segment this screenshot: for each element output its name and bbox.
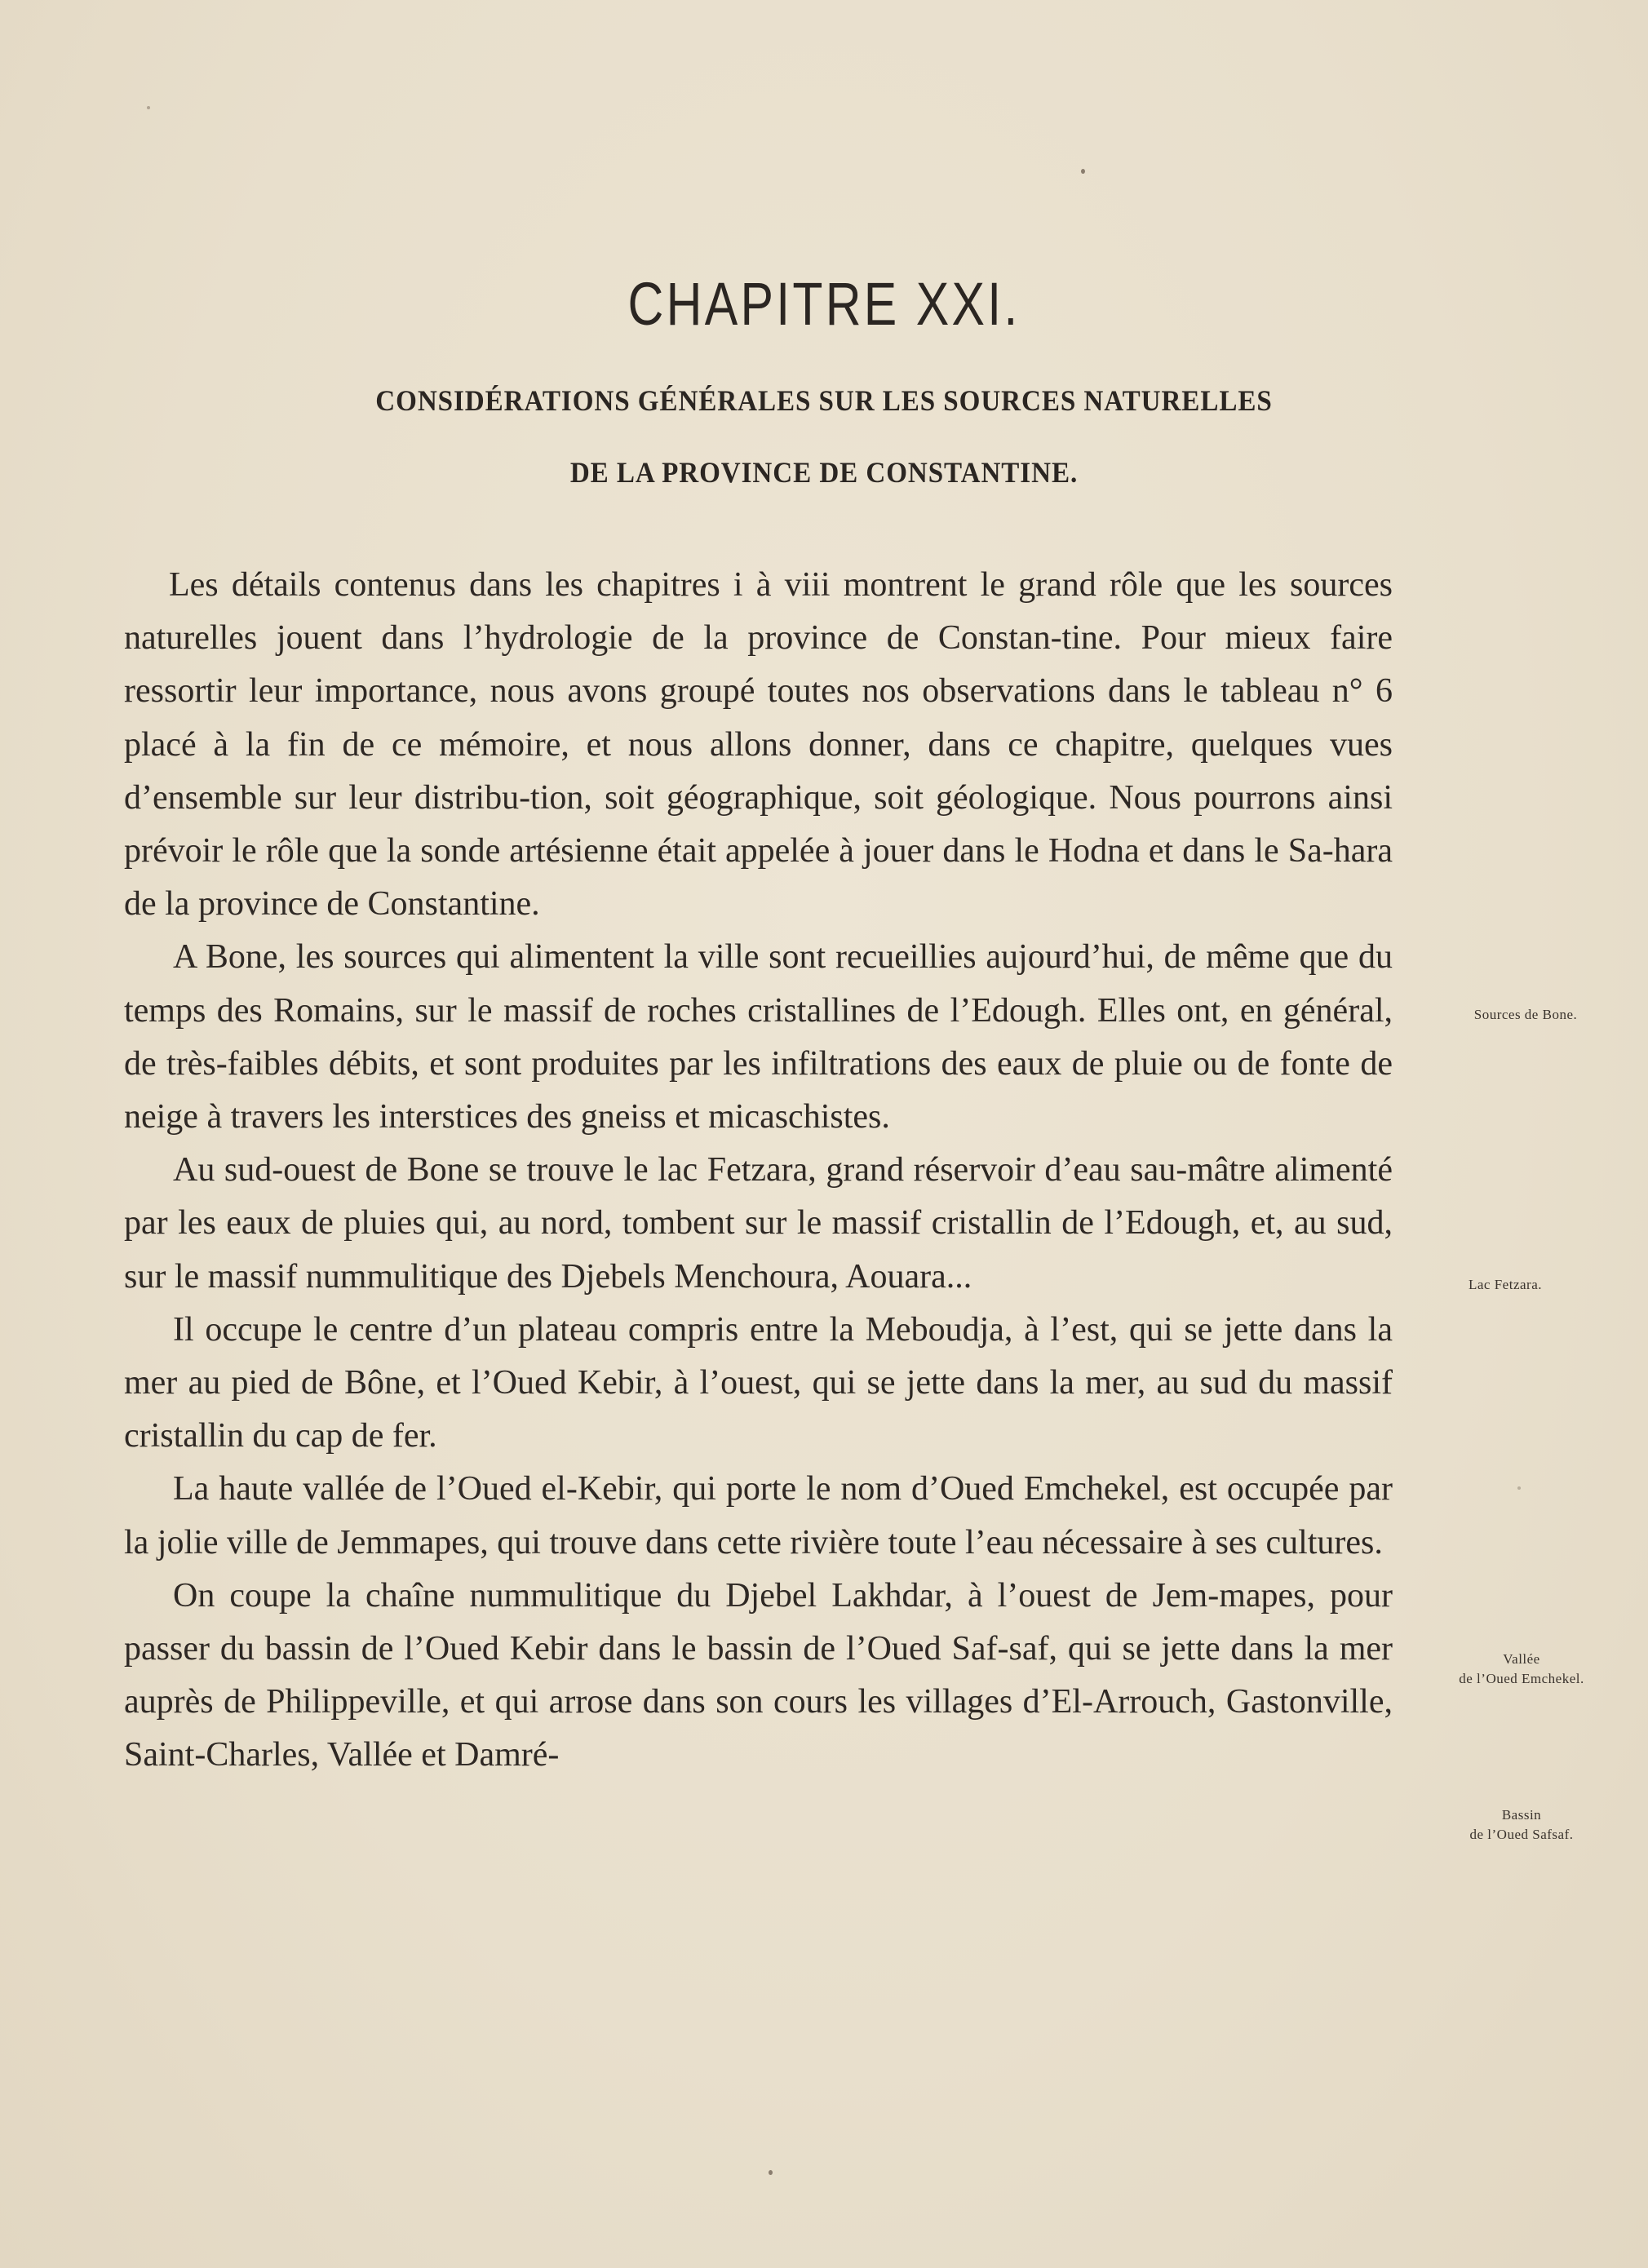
paragraph-fetzara: Au sud-ouest de Bone se trouve le lac Fetzara, grand réservoir d’eau sau-mâtre alimenté par les eaux de pluies qui, au nord, tombent sur le massif cristallin de l’Edough, et, au sud, sur le massif nummulitique des Djebels Menchoura, Aouara... [124, 1151, 1393, 1296]
paper-speck [147, 106, 150, 109]
margin-note-lac-fetzara [1403, 1275, 1607, 1295]
margin-note-text: Sources de Bone. [1473, 1007, 1578, 1022]
paper-speck [1517, 1486, 1521, 1490]
margin-note-line: de l’Oued Safsaf. [1469, 1827, 1574, 1842]
body-text [124, 559, 1393, 1783]
margin-note-line: de l’Oued Emchekel. [1459, 1671, 1584, 1686]
paragraph-bone: A Bone, les sources qui alimentent la ville sont recueillies aujourd’hui, de même que du temps des Romains, sur le massif de roches cristallines de l’Edough. Elles ont, en général, de très-faibles débits, et sont produites par les infiltrations des eaux de pluie ou de fonte de neige à travers les interstices des gneiss et micaschistes. [124, 938, 1393, 1136]
paragraph-safsaf: On coupe la chaîne nummulitique du Djebel Lakhdar, à l’ouest de Jem-mapes, pour passer du bassin de l’Oued Kebir dans le bassin de l’Oued Saf-saf, qui se jette dans la mer auprès de Philippeville, et qui arrose dans son cours les villages d’El-Arrouch, Gastonville, Saint-Charles, Vallée et Damré- [124, 1576, 1393, 1774]
margin-note-text: Lac Fetzara. [1469, 1277, 1542, 1292]
paper-speck [769, 2170, 773, 2175]
margin-note-bassin-safsaf [1420, 1805, 1624, 1845]
paper-speck [1081, 169, 1085, 174]
paragraph-plateau: Il occupe le centre d’un plateau compris entre la Meboudja, à l’est, qui se jette dans la mer au pied de Bône, et l’Oued Kebir, à l’ouest, qui se jette dans la mer, au sud du massif cristallin du cap de fer. [124, 1310, 1393, 1455]
section-heading-line-2: DE LA PROVINCE DE CONSTANTINE. [569, 456, 1079, 489]
margin-note-vallee-emchekel [1420, 1650, 1624, 1689]
chapter-title: CHAPITRE XXI. [627, 270, 1021, 338]
section-heading-line-1: CONSIDÉRATIONS GÉNÉRALES SUR LES SOURCES NATURELLES [375, 384, 1273, 417]
paragraph-emchekel: La haute vallée de l’Oued el-Kebir, qui porte le nom d’Oued Emchekel, est occupée par la jolie ville de Jemmapes, qui trouve dans cette rivière toute l’eau nécessaire à ses cultures. [124, 1470, 1393, 1561]
margin-note-line: Bassin [1501, 1807, 1542, 1823]
margin-note-line: Vallée [1503, 1651, 1540, 1667]
paragraph-intro: Les détails contenus dans les chapitres i à viii montrent le grand rôle que les sources naturelles jouent dans l’hydrologie de la province de Constan-tine. Pour mieux faire ressortir leur importance, nous avons groupé toutes nos observations dans le tableau n° 6 placé à la fin de ce mémoire, et nous allons donner, dans ce chapitre, quelques vues d’ensemble sur leur distribu-tion, soit géographique, soit géologique. Nous pourrons ainsi prévoir le rôle que la sonde artésienne était appelée à jouer dans le Hodna et dans le Sa-hara de la province de Constantine. [124, 566, 1393, 924]
margin-note-sources-de-bone [1424, 1005, 1628, 1025]
